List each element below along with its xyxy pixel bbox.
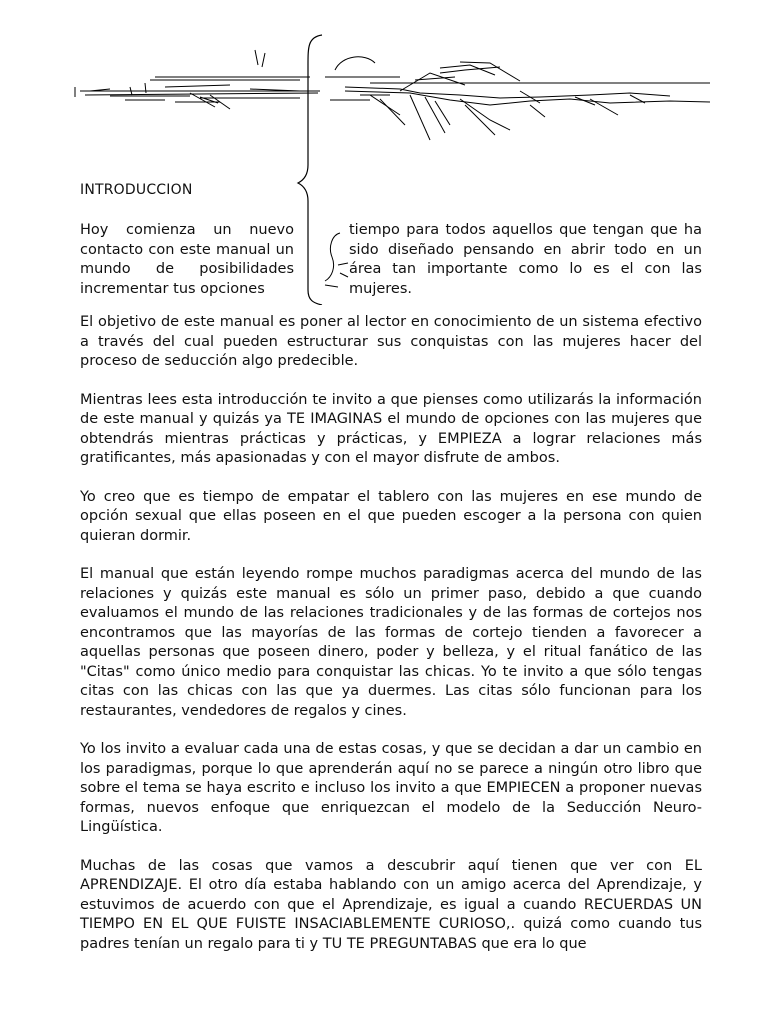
body-text (80, 313, 702, 973)
paragraph: El manual que están leyendo rompe muchos paradigmas acerca del mundo de las relaciones y quizás este manual es sólo un primer paso, debido a que cuando evaluamos el mundo de las relaciones tradicionales y de las formas de cortejos nos encontramos que las mayorías de las formas de cortejo tienden a favorecer a aquellas personas que poseen dinero, poder y belleza, y el ritual fanático de las "Citas" como único medio para conquistar las chicas. Yo te invito a que sólo tengas citas con las chicas con las que ya duermes. Las citas sólo funcionan para los restaurantes, vendedores de regalos y cines. (80, 566, 702, 719)
paragraph: Muchas de las cosas que vamos a descubrir aquí tienen que ver con EL APRENDIZAJE. El otro día estaba hablando con un amigo acerca del Aprendizaje, y estuvimos de acuerdo con que el Aprendizaje, es igual a cuando RECUERDAS UN TIEMPO EN EL QUE FUISTE INSACIABLEMENTE CURIOSO,. quizá como cuando tus padres tenían un regalo para ti y TU TE PREGUNTABAS que era lo que (80, 857, 702, 952)
intro-left-column: Hoy comienza un nuevo contacto con este manual un mundo de posibilidades incrementar tus opciones (80, 222, 294, 297)
paragraph: Mientras lees esta introducción te invito a que pienses como utilizarás la información de este manual y quizás ya TE IMAGINAS el mundo de opciones con las mujeres que obtendrás mientras prácticas y prácticas, y EMPIEZA a lograr relaciones más gratificantes, más apasionadas y con el mayor disfrute de ambos. (80, 391, 702, 466)
document-heading: INTRODUCCION (80, 182, 193, 198)
paragraph: El objetivo de este manual es poner al lector en conocimiento de un sistema efectivo a través del cual pueden estructurar sus conquistas con las mujeres hacer del proceso de seducción algo predecible. (80, 314, 702, 369)
intro-right-column: tiempo para todos aquellos que tengan que ha sido diseñado pensando en abrir todo en un área tan importante como lo es el con las mujeres. (349, 222, 702, 297)
paragraph: Yo los invito a evaluar cada una de estas cosas, y que se decidan a dar un cambio en los paradigmas, porque lo que aprenderán aquí no se parece a ningún otro libro que sobre el tema se haya escrito e incluso los invito a que EMPIECEN a proponer nuevas formas, nuevos enfoque que enriquezcan el modelo de la Seducción Neuro-Lingüística. (80, 741, 702, 835)
paragraph: Yo creo que es tiempo de empatar el tablero con las mujeres en ese mundo de opción sexual que ellas poseen en el que pueden escoger a la persona con quien quieran dormir. (80, 488, 702, 544)
